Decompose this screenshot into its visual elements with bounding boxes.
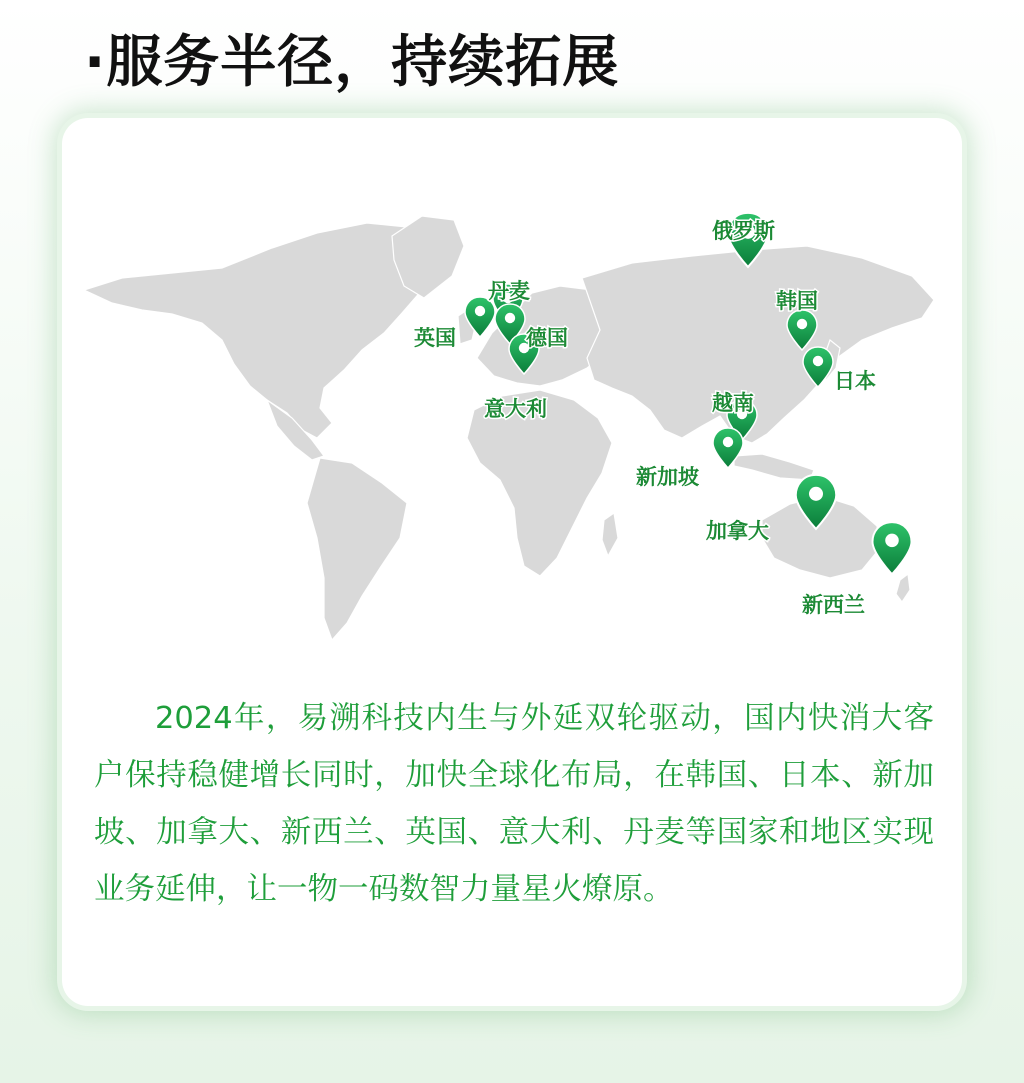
location-label-germany: 德国 — [526, 326, 568, 350]
service-card — [62, 118, 962, 1006]
location-label-russia: 俄罗斯 — [712, 219, 775, 243]
location-label-denmark: 丹麦 — [488, 279, 530, 303]
land-south-america — [307, 458, 407, 640]
location-label-canada: 加拿大 — [706, 519, 769, 543]
section-heading: ·服务半径，持续拓展 — [84, 30, 620, 95]
land-asia — [582, 246, 934, 443]
location-label-japan: 日本 — [834, 369, 876, 393]
location-label-uk: 英国 — [414, 326, 456, 350]
map-pin-icon — [873, 522, 912, 574]
land-north-america — [84, 223, 447, 438]
location-label-singapore: 新加坡 — [636, 465, 699, 489]
intro-paragraph: 2024年，易溯科技内生与外延双轮驱动，国内快消大客户保持稳健增长同时，加快全球化布局，在韩国、日本、新加坡、加拿大、新西兰、英国、意大利、丹麦等国家和地区实现业务延伸，让一物一码数智力量星火燎原。 — [94, 701, 934, 907]
location-label-new-zealand: 新西兰 — [802, 593, 865, 617]
location-label-vietnam: 越南 — [712, 391, 754, 415]
location-label-korea: 韩国 — [776, 289, 818, 313]
location-label-italy: 意大利 — [484, 397, 547, 421]
land-indonesia — [734, 454, 814, 480]
land-new-zealand — [896, 574, 910, 602]
world-map — [62, 118, 962, 678]
land-madagascar — [602, 513, 618, 556]
